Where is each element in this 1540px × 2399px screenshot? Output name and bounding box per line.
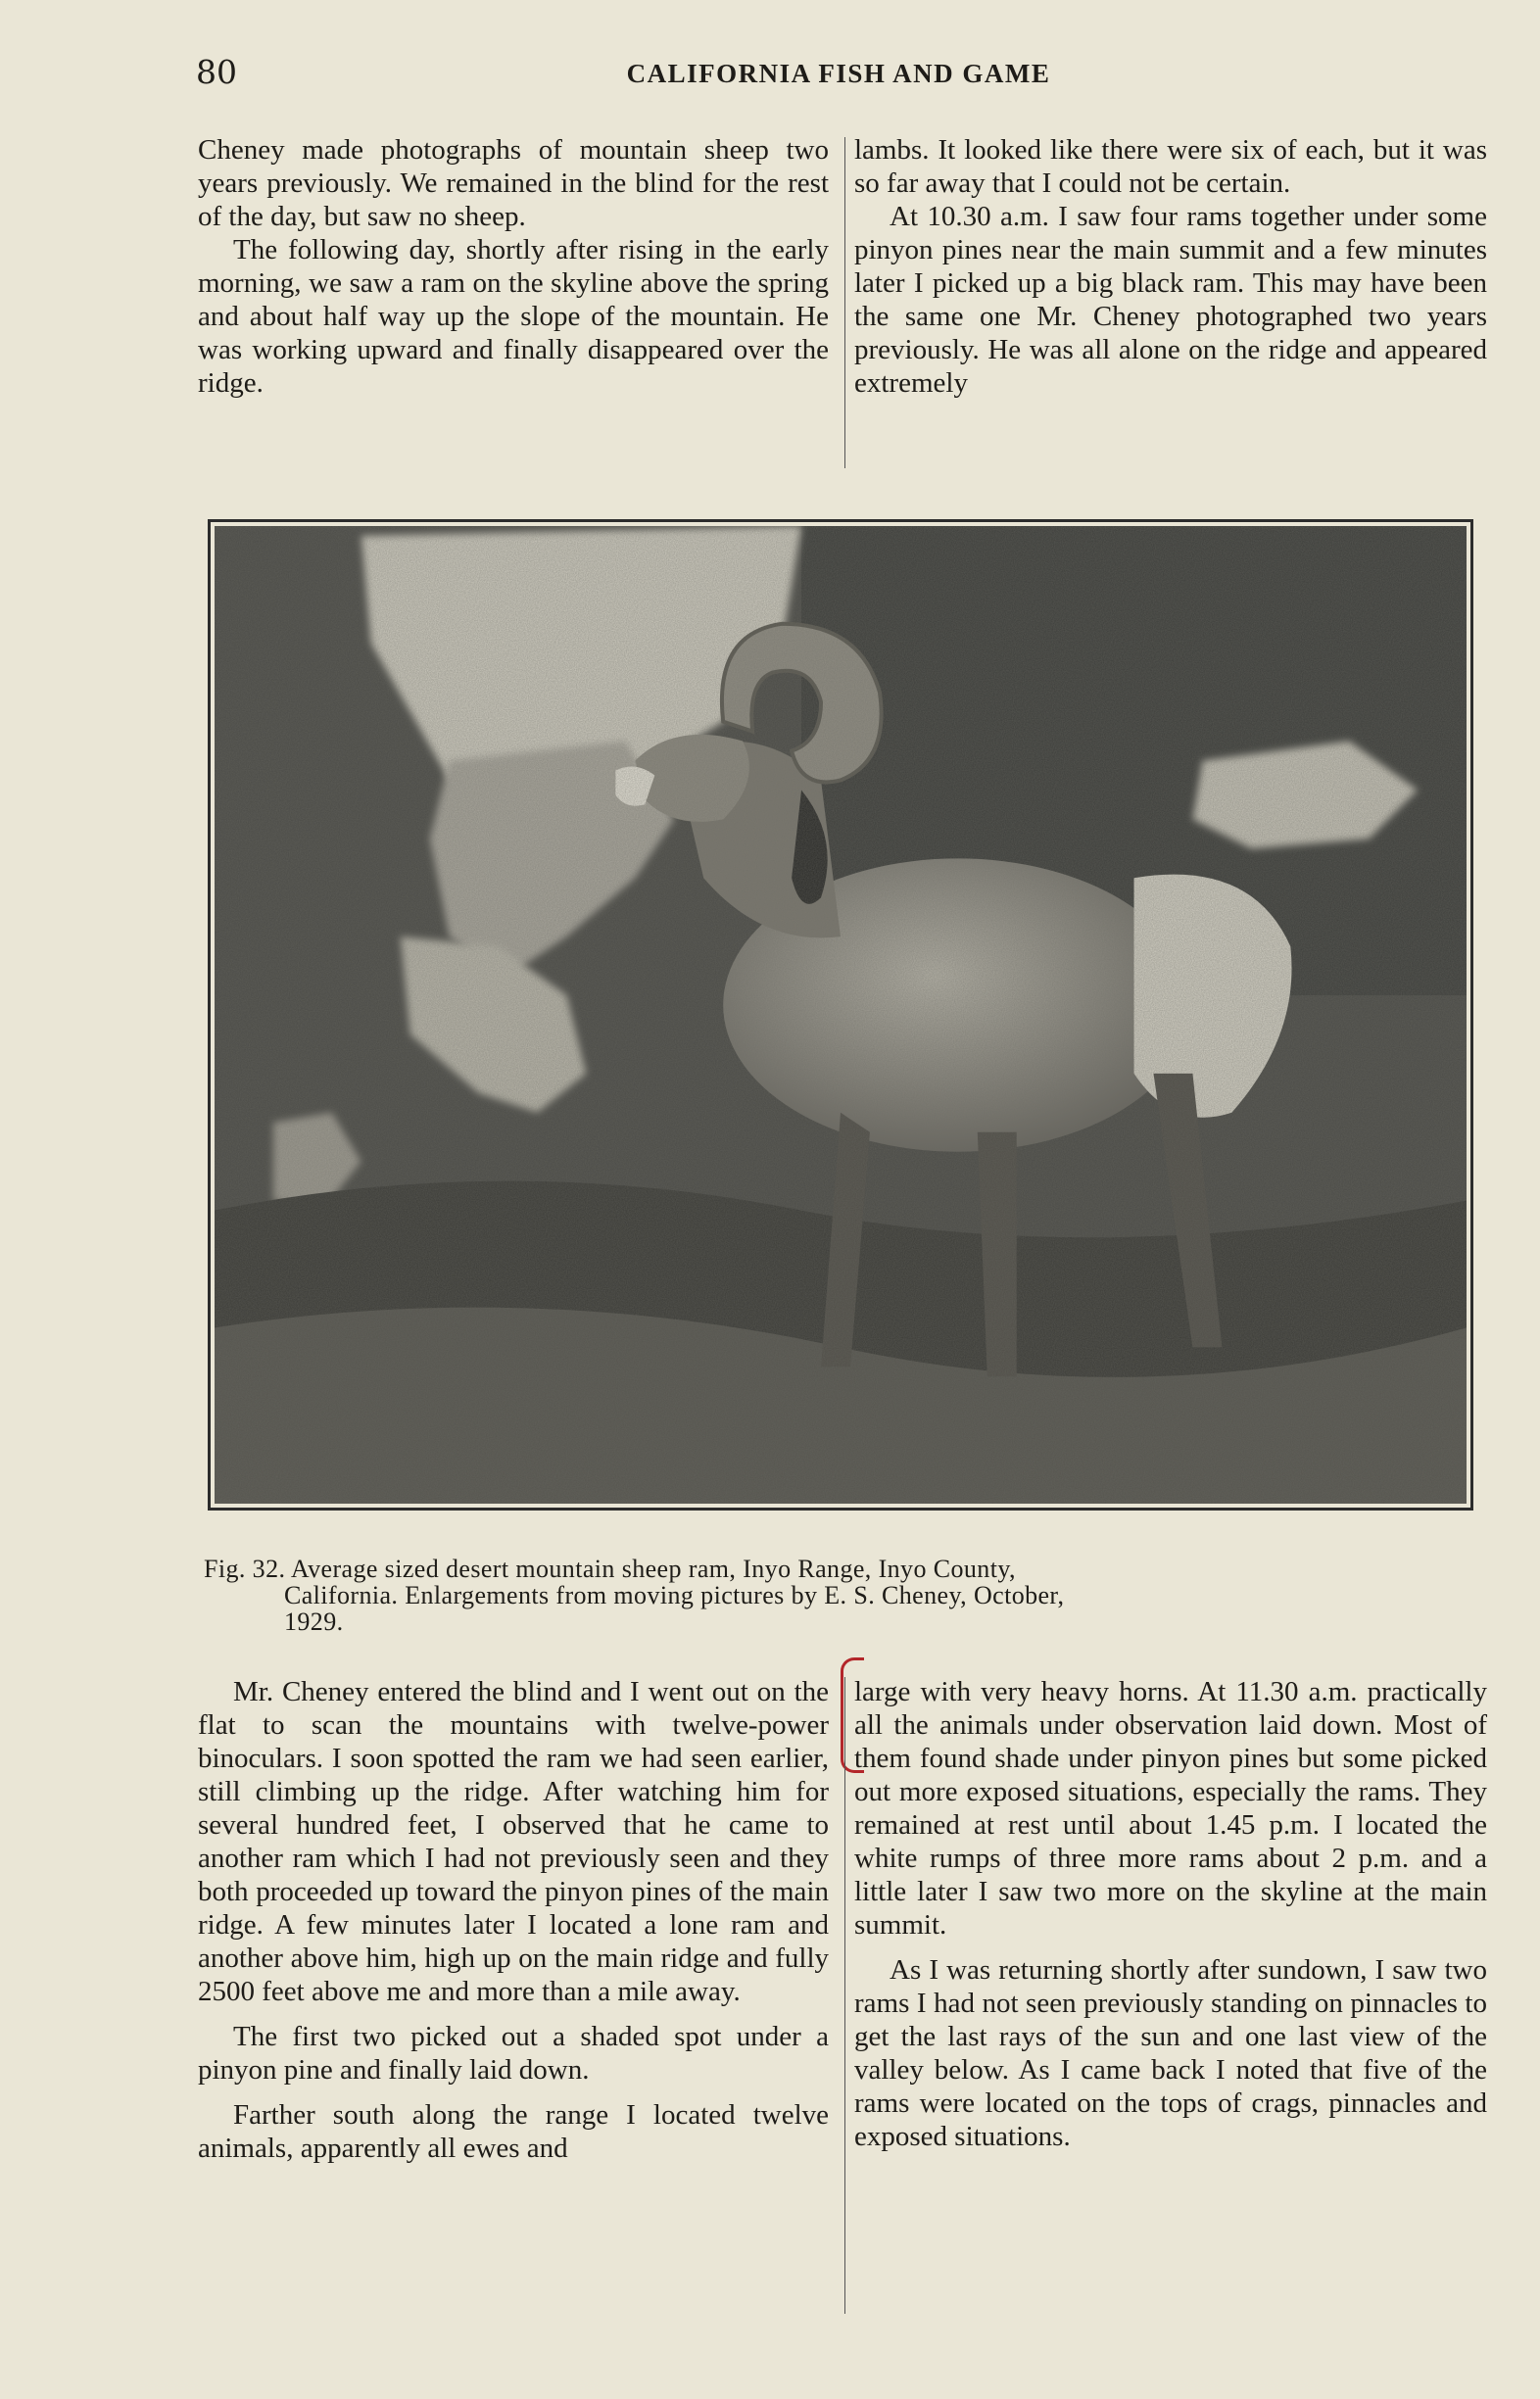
caption-label: Fig. 32. bbox=[204, 1555, 286, 1583]
caption-text-line3: 1929. bbox=[284, 1607, 344, 1636]
column-divider bbox=[844, 137, 845, 468]
caption-line bbox=[204, 1556, 1477, 1582]
ram-photograph bbox=[215, 526, 1467, 1504]
caption-text-line2: California. Enlargements from moving pictures by E. S. Cheney, October, bbox=[284, 1581, 1065, 1609]
caption-text-line1: Average sized desert mountain sheep ram, Inyo Range, Inyo County, bbox=[290, 1555, 1016, 1583]
paragraph: large with very heavy horns. At 11.30 a.m. practically all the animals under observation laid down. Most of them found shade under pinyon pines but some picked out more exposed situations, especially the rams. They remained at rest until about 1.45 p.m. I located the white rumps of three more rams about 2 p.m. and a little later I saw two more on the skyline at the main summit. bbox=[854, 1676, 1487, 1941]
page-header bbox=[196, 53, 1481, 100]
bottom-left-column bbox=[198, 1675, 829, 2165]
column-divider bbox=[844, 1677, 845, 2314]
top-left-column bbox=[198, 133, 829, 400]
running-head: CALIFORNIA FISH AND GAME bbox=[626, 59, 1051, 88]
paragraph: Mr. Cheney entered the blind and I went out on the flat to scan the mountains with twelve-power binoculars. I soon spotted the ram we had seen earlier, still climbing up the ridge. After watching him for several hundred feet, I observed that he came to another ram which I had not previously seen and they both proceeded up toward the pinyon pines of the main ridge. A few minutes later I located a lone ram and another above him, high up on the main ridge and fully 2500 feet above me and more than a mile away. bbox=[198, 1676, 829, 2007]
figure-photo-frame bbox=[208, 519, 1473, 1511]
figure-caption bbox=[204, 1556, 1477, 1635]
paragraph: As I was returning shortly after sundown, I saw two rams I had not seen previously standing on pinnacles to get the last rays of the sun and one last view of the valley below. As I came back I noted that five of the rams were located on the tops of crags, pinnacles and exposed situations. bbox=[854, 1954, 1487, 2152]
paragraph: lambs. It looked like there were six of each, but it was so far away that I could not be certain. bbox=[854, 134, 1487, 199]
paragraph: The first two picked out a shaded spot under a pinyon pine and finally laid down. bbox=[198, 2021, 829, 2086]
paragraph: The following day, shortly after rising in the early morning, we saw a ram on the skyline above the spring and about half way up the slope of the mountain. He was working upward and finally disappeared over the ridge. bbox=[198, 234, 829, 399]
paragraph: Cheney made photographs of mountain sheep two years previously. We remained in the blind for the rest of the day, but saw no sheep. bbox=[198, 134, 829, 232]
bottom-right-column bbox=[854, 1675, 1487, 2153]
paragraph: Farther south along the range I located twelve animals, apparently all ewes and bbox=[198, 2099, 829, 2164]
page-number: 80 bbox=[196, 53, 237, 91]
top-right-column bbox=[854, 133, 1487, 400]
paragraph: At 10.30 a.m. I saw four rams together under some pinyon pines near the main summit and a few minutes later I picked up a big black ram. This may have been the same one Mr. Cheney photographed two years previously. He was all alone on the ridge and appeared extremely bbox=[854, 201, 1487, 399]
photo-grain bbox=[215, 526, 1467, 1504]
